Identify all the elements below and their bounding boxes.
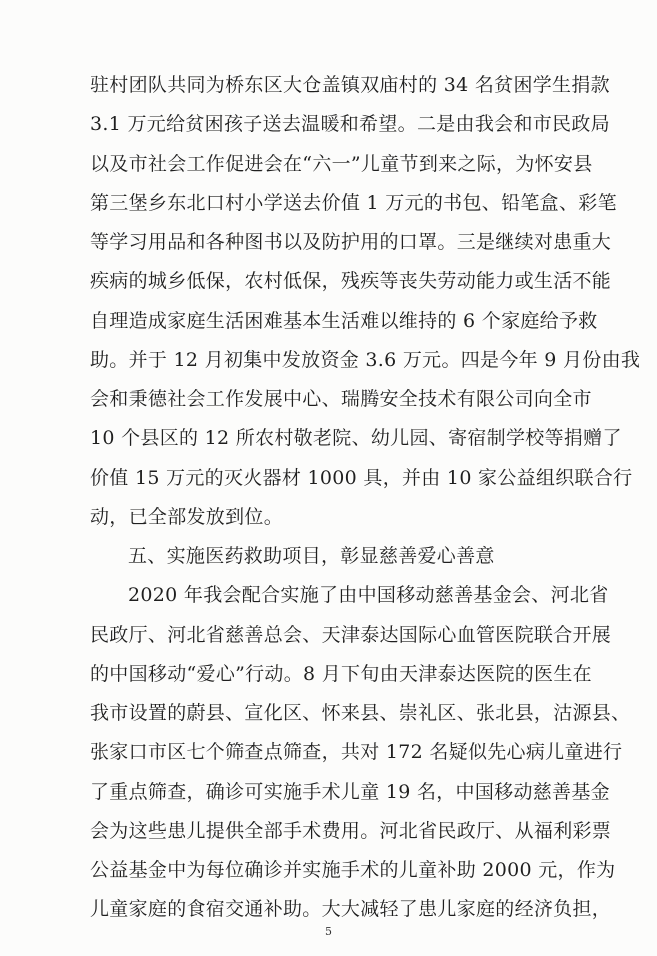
- body-line: 的中国移动“爱心”行动。8 月下旬由天津泰达医院的医生在: [90, 663, 592, 685]
- body-line: 等学习用品和各种图书以及防护用的口罩。三是继续对患重大: [90, 231, 612, 253]
- body-line: 动，已全部发放到位。: [90, 506, 284, 528]
- body-line: 儿童家庭的食宿交通补助。大大减轻了患儿家庭的经济负担，: [90, 898, 612, 920]
- body-line: 自理造成家庭生活困难基本生活难以维持的 6 个家庭给予救: [90, 310, 598, 332]
- body-line: 助。并于 12 月初集中发放资金 3.6 万元。四是今年 9 月份由我: [90, 349, 641, 371]
- body-line: 以及市社会工作促进会在“六一”儿童节到来之际，为怀安县: [90, 153, 593, 175]
- body-line: 我市设置的蔚县、宣化区、怀来县、崇礼区、张北县，沽源县、: [90, 702, 631, 724]
- body-line: 10 个县区的 12 所农村敬老院、幼儿园、寄宿制学校等捐赠了: [90, 427, 622, 449]
- body-line: 会为这些患儿提供全部手术费用。河北省民政厅、从福利彩票: [90, 820, 612, 842]
- body-line: 驻村团队共同为桥东区大仓盖镇双庙村的 34 名贫困学生捐款: [90, 74, 610, 96]
- body-line: 会和秉德社会工作发展中心、瑞腾安全技术有限公司向全市: [90, 388, 592, 410]
- body-line: 3.1 万元给贫困孩子送去温暖和希望。二是由我会和市民政局: [90, 113, 610, 135]
- body-line: 第三堡乡东北口村小学送去价值 1 万元的书包、铅笔盒、彩笔: [90, 192, 617, 214]
- body-line: 2020 年我会配合实施了由中国移动慈善基金会、河北省: [128, 584, 609, 606]
- section-heading: 五、实施医药救助项目，彰显慈善爱心善意: [128, 545, 495, 567]
- body-line: 公益基金中为每位确诊并实施手术的儿童补助 2000 元，作为: [90, 859, 616, 881]
- body-line: 民政厅、河北省慈善总会、天津泰达国际心血管医院联合开展: [90, 624, 612, 646]
- page-number: 5: [325, 925, 332, 938]
- body-line: 了重点筛查，确诊可实施手术儿童 19 名，中国移动慈善基金: [90, 781, 610, 803]
- body-line: 价值 15 万元的灭火器材 1000 具，并由 10 家公益组织联合行: [90, 467, 633, 489]
- body-line: 疾病的城乡低保，农村低保，残疾等丧失劳动能力或生活不能: [90, 270, 612, 292]
- body-line: 张家口市区七个筛查点筛查，共对 172 名疑似先心病儿童进行: [90, 741, 623, 763]
